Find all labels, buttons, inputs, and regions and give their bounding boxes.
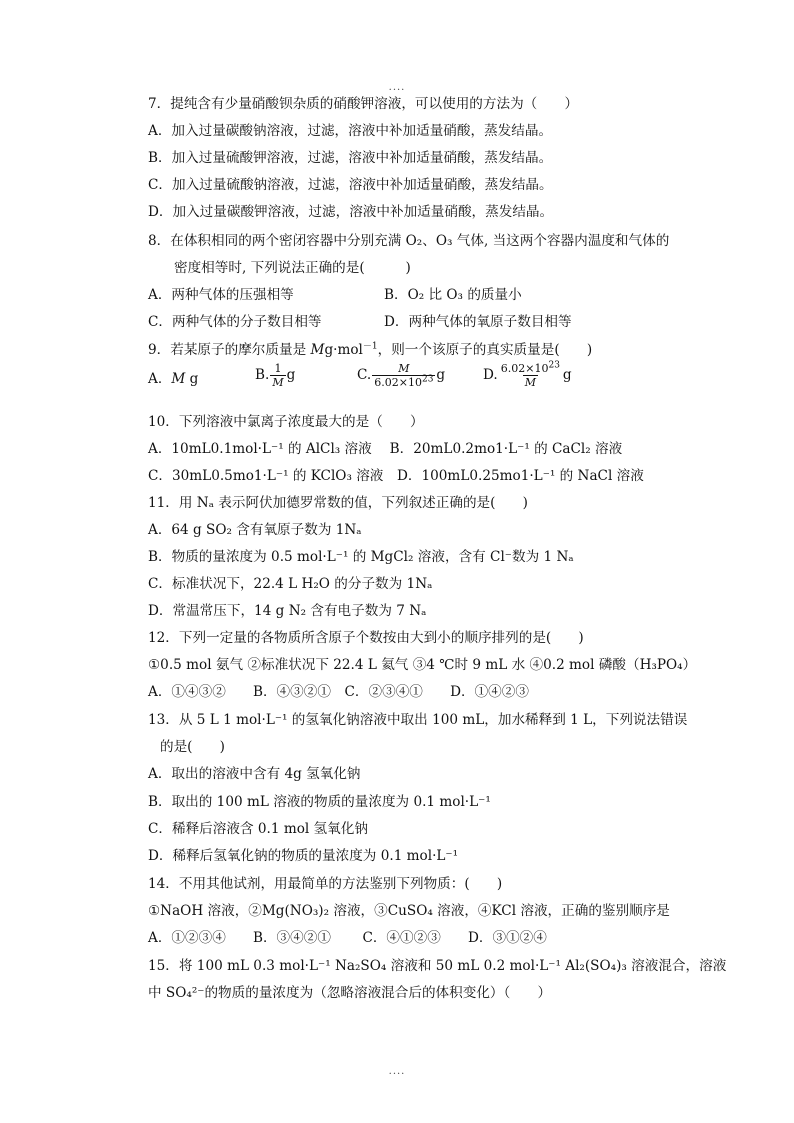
q9-d-fraction — [499, 362, 562, 389]
q9-c-fraction — [372, 362, 435, 389]
q9-a-m: M — [171, 371, 186, 387]
q10-options-row2: C．30mL0.5mo1·L⁻¹ 的 KClO₃ 溶液 D．100mL0.25mo1·L⁻¹ 的 NaCl 溶液 — [148, 468, 644, 484]
q9-option-a — [148, 370, 198, 388]
q8-stem-line1: 8．在体积相同的两个密闭容器中分别充满 O₂、O₃ 气体, 当这两个容器内温度和气体的 — [148, 233, 670, 249]
q9-b-num: 1 — [274, 362, 282, 375]
q9-c-num: M — [398, 362, 410, 375]
q13-stem-line1: 13．从 5 L 1 mol·L⁻¹ 的氢氧化钠溶液中取出 100 mL，加水稀释到 1 L，下列说法错误 — [148, 712, 688, 728]
q7-option-c: C．加入过量硫酸钠溶液，过滤，溶液中补加适量硝酸，蒸发结晶。 — [148, 177, 553, 193]
q15-stem-line2: 中 SO₄²⁻的物质的量浓度为（忽略溶液混合后的体积变化）（ ） — [148, 985, 552, 1001]
q13-option-a: A．取出的溶液中含有 4g 氢氧化钠 — [148, 766, 361, 782]
q14-options: A．①②③④ B．③④②① C．④①②③ D．③①②④ — [148, 930, 547, 946]
q9-stem-post: ，则一个该原子的真实质量是( ) — [377, 342, 593, 358]
q9-d-label: D. — [483, 367, 498, 383]
q9-option-d — [483, 362, 572, 389]
q8-stem-line2: 密度相等时, 下列说法正确的是( ) — [174, 260, 411, 276]
q7-option-b: B．加入过量硫酸钾溶液，过滤，溶液中补加适量硝酸，蒸发结晶。 — [148, 150, 553, 166]
q7-stem: 7．提纯含有少量硝酸钡杂质的硝酸钾溶液，可以使用的方法为（ ） — [148, 96, 579, 112]
q9-stem — [148, 341, 592, 359]
q8-option-a: A．两种气体的压强相等 — [148, 287, 294, 303]
q9-d-num-sup: 23 — [548, 360, 560, 371]
q13-option-b: B．取出的 100 mL 溶液的物质的量浓度为 0.1 mol·L⁻¹ — [148, 794, 491, 810]
q12-stem: 12．下列一定量的各物质所含原子个数按由大到小的顺序排列的是( ) — [148, 630, 584, 646]
q8-option-c: C．两种气体的分子数目相等 — [148, 314, 322, 330]
q9-d-unit: g — [562, 367, 572, 383]
q8-option-d: D．两种气体的氧原子数目相等 — [384, 314, 572, 330]
q10-options-row1: A．10mL0.1mol·L⁻¹ 的 AlCl₃ 溶液 B．20mL0.2mo1·L⁻¹ 的 CaCl₂ 溶液 — [148, 441, 623, 457]
q9-a-unit: g — [185, 371, 199, 387]
q14-items: ①NaOH 溶液，②Mg(NO₃)₂ 溶液，③CuSO₄ 溶液，④KCl 溶液，正确的鉴别顺序是 — [148, 903, 670, 919]
q10-stem: 10．下列溶液中氯离子浓度最大的是（ ） — [148, 414, 424, 430]
q7-option-d: D．加入过量碳酸钾溶液，过滤，溶液中补加适量硝酸，蒸发结晶。 — [148, 204, 554, 220]
q14-stem: 14．不用其他试剂，用最简单的方法鉴别下列物质：( ) — [148, 876, 503, 892]
q9-c-den-sup: 23 — [421, 374, 434, 385]
q9-stem-sup: －1 — [362, 341, 378, 352]
header-dots: .... — [388, 82, 406, 93]
q9-stem-pre: 9．若某原子的摩尔质量是 — [148, 342, 311, 358]
q11-stem: 11．用 Nₐ 表示阿伏加德罗常数的值，下列叙述正确的是( ) — [148, 495, 528, 511]
q9-d-den: M — [524, 376, 536, 389]
q7-option-a: A．加入过量碳酸钠溶液，过滤，溶液中补加适量硝酸，蒸发结晶。 — [148, 123, 553, 139]
q11-option-a: A．64 g SO₂ 含有氧原子数为 1Nₐ — [148, 522, 362, 538]
q9-c-den-base: 6.02×10 — [374, 376, 422, 389]
footer-dots: .... — [388, 1066, 406, 1077]
q9-stem-unit: g·mol — [324, 342, 363, 358]
q12-items: ①0.5 mol 氨气 ②标准状况下 22.4 L 氦气 ③4 ℃时 9 mL 水 ④0.2 mol 磷酸（H₃PO₄） — [148, 657, 697, 673]
q9-a-label: A． — [148, 371, 172, 387]
q13-option-d: D．稀释后氢氧化钠的物质的量浓度为 0.1 mol·L⁻¹ — [148, 848, 459, 864]
q9-c-label: C. — [357, 367, 372, 383]
q9-d-num-base: 6.02×10 — [500, 362, 549, 375]
q9-stem-m: M — [310, 342, 325, 358]
q15-stem-line1: 15．将 100 mL 0.3 mol·L⁻¹ Na₂SO₄ 溶液和 50 mL 0.2 mol·L⁻¹ Al₂(SO₄)₃ 溶液混合，溶液 — [148, 958, 727, 974]
q12-options: A．①④③② B．④③②① C．②③④① D．①④②③ — [148, 684, 529, 700]
q9-d-num — [499, 362, 562, 375]
q9-option-c — [357, 362, 445, 389]
q11-option-d: D．常温常压下，14 g N₂ 含有电子数为 7 Nₐ — [148, 603, 427, 619]
q9-b-unit: g — [286, 367, 296, 383]
q9-b-fraction — [270, 362, 285, 389]
q9-c-den — [372, 375, 435, 389]
q13-option-c: C．稀释后溶液含 0.1 mol 氢氧化钠 — [148, 821, 368, 837]
q9-c-unit: g — [436, 367, 446, 383]
q9-b-den: M — [272, 376, 284, 389]
q9-b-label: B. — [255, 367, 270, 383]
q11-option-b: B．物质的量浓度为 0.5 mol·L⁻¹ 的 MgCl₂ 溶液，含有 Cl⁻数为 1 Nₐ — [148, 549, 574, 565]
q11-option-c: C．标准状况下，22.4 L H₂O 的分子数为 1Nₐ — [148, 576, 433, 592]
q8-option-b: B．O₂ 比 O₃ 的质量小 — [384, 287, 522, 303]
q9-option-b — [255, 362, 295, 389]
q13-stem-line2: 的是( ) — [160, 739, 225, 755]
